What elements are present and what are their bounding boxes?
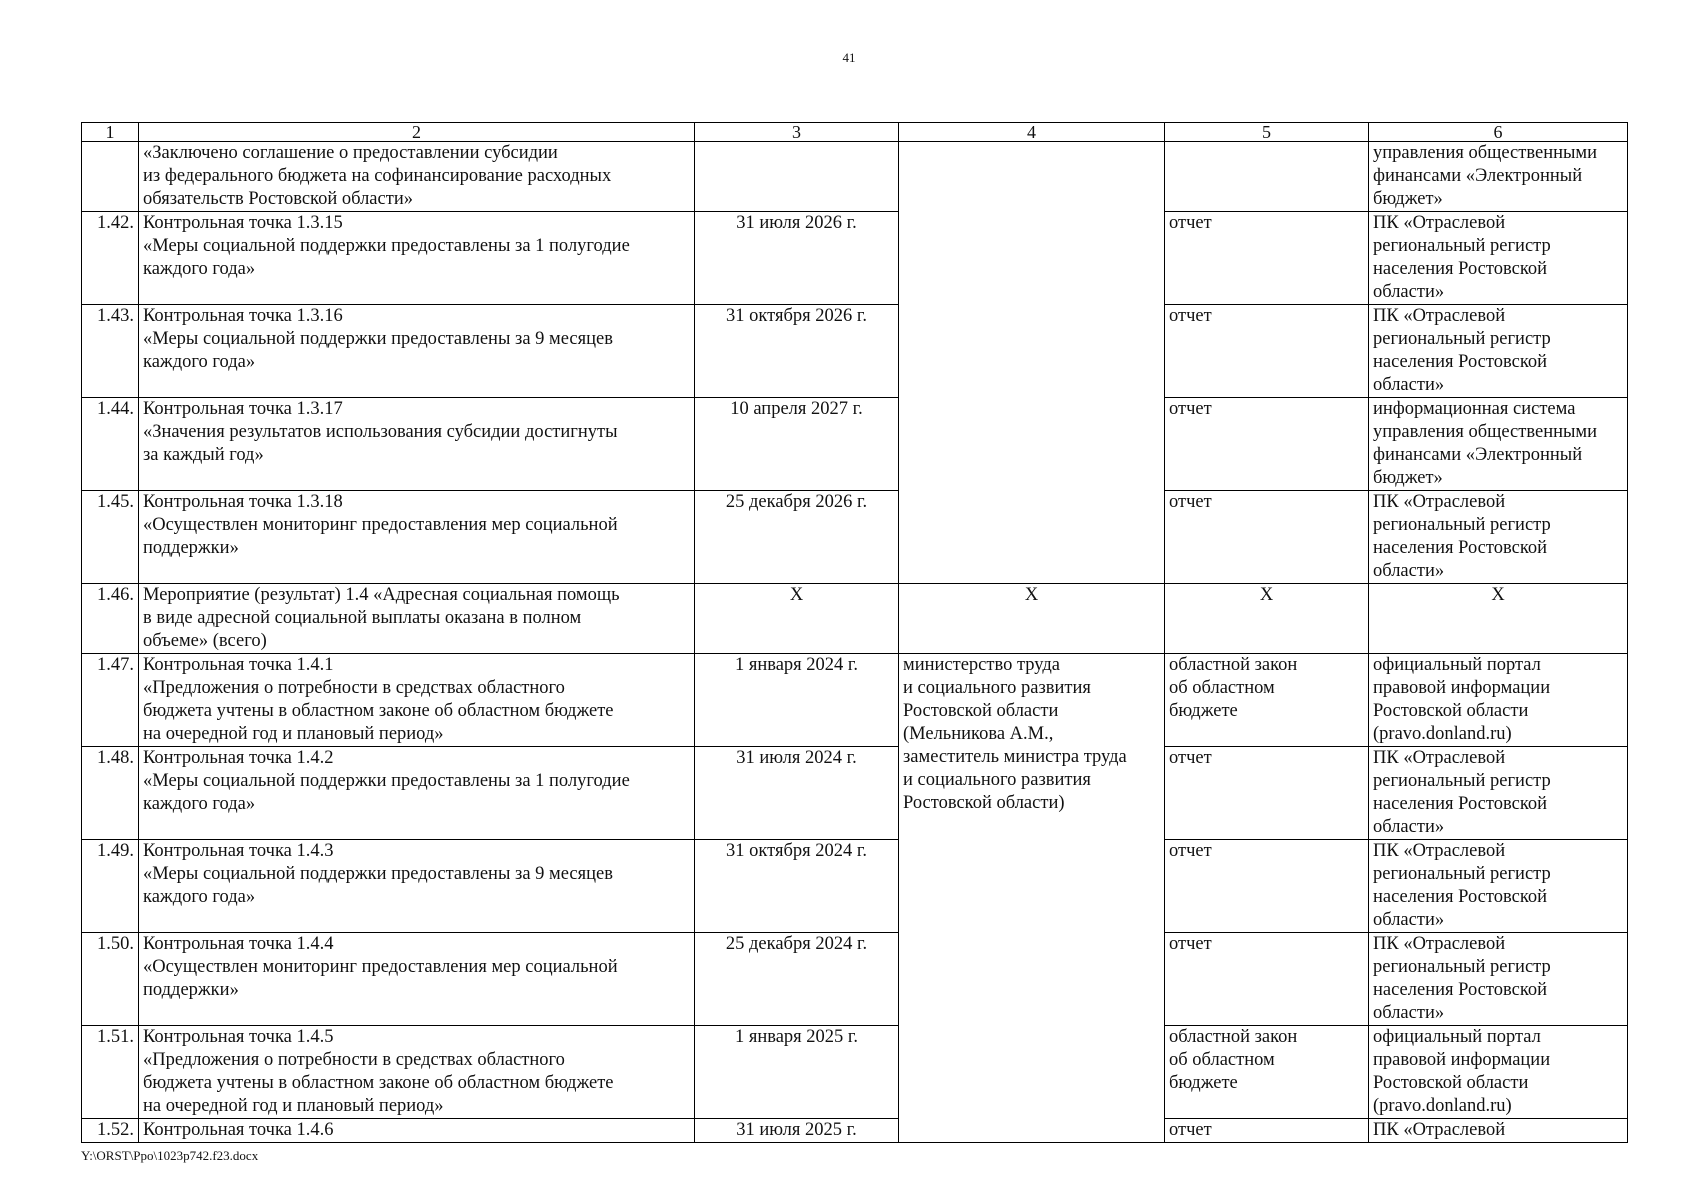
header-row <box>82 123 1628 142</box>
description-line: «Значения результатов использования субсидии достигнуты <box>143 422 618 442</box>
description-line: каждого года» <box>143 352 256 372</box>
row-document <box>1165 212 1369 305</box>
description-line: на очередной год и плановый период» <box>143 1096 444 1116</box>
document-line: отчет <box>1169 841 1212 861</box>
description-line: каждого года» <box>143 259 256 279</box>
system-line: области» <box>1373 910 1445 930</box>
description-line: обязательств Ростовской области» <box>143 189 413 209</box>
table-row <box>82 142 1628 212</box>
system-line: региональный регистр <box>1373 771 1551 791</box>
row-description <box>139 840 695 933</box>
row-description <box>139 1119 695 1143</box>
system-line: региональный регистр <box>1373 329 1551 349</box>
table-row <box>82 747 1628 840</box>
row-date: 31 июля 2026 г. <box>695 212 899 305</box>
col-header-1: 1 <box>82 123 139 142</box>
row-system <box>1369 142 1628 212</box>
row-date: 31 июля 2025 г. <box>695 1119 899 1143</box>
row-document <box>1165 305 1369 398</box>
responsible-line: Ростовской области) <box>903 793 1065 813</box>
responsible-line: Ростовской области <box>903 701 1059 721</box>
system-line: бюджет» <box>1373 189 1443 209</box>
document-line: отчет <box>1169 934 1212 954</box>
row-number: 1.52. <box>82 1119 139 1143</box>
table-row <box>82 1026 1628 1119</box>
system-line: официальный портал <box>1373 1027 1541 1047</box>
row-date: 10 апреля 2027 г. <box>695 398 899 491</box>
description-line: на очередной год и плановый период» <box>143 724 444 744</box>
system-line: ПК «Отраслевой <box>1373 492 1506 512</box>
checkpoint-title: Контрольная точка 1.4.4 <box>143 934 334 954</box>
system-line: Ростовской области <box>1373 701 1529 721</box>
row-number: 1.48. <box>82 747 139 840</box>
row-description <box>139 398 695 491</box>
description-line: «Заключено соглашение о предоставлении субсидии <box>143 143 558 163</box>
system-line: населения Ростовской <box>1373 794 1548 814</box>
description-line: «Меры социальной поддержки предоставлены за 1 полугодие <box>143 771 630 791</box>
row-document <box>1165 491 1369 584</box>
table-row <box>82 584 1628 654</box>
description-line: за каждый год» <box>143 445 264 465</box>
document-line: об областном <box>1169 1050 1275 1070</box>
table-row <box>82 212 1628 305</box>
system-line: ПК «Отраслевой <box>1373 748 1506 768</box>
row-number: 1.46. <box>82 584 139 654</box>
description-line: «Осуществлен мониторинг предоставления мер социальной <box>143 515 618 535</box>
system-line: ПК «Отраслевой <box>1373 1120 1506 1140</box>
row-system <box>1369 305 1628 398</box>
row-system <box>1369 212 1628 305</box>
row-description <box>139 212 695 305</box>
system-line: ПК «Отраслевой <box>1373 841 1506 861</box>
document-line: областной закон <box>1169 655 1298 675</box>
row-description <box>139 1026 695 1119</box>
system-line: (pravo.donland.ru) <box>1373 1096 1512 1116</box>
plan-table <box>81 122 1628 1143</box>
system-line: области» <box>1373 375 1445 395</box>
system-line: ПК «Отраслевой <box>1373 213 1506 233</box>
row-number <box>82 142 139 212</box>
system-line: населения Ростовской <box>1373 538 1548 558</box>
row-date: 1 января 2024 г. <box>695 654 899 747</box>
system-line: управления общественными <box>1373 143 1598 163</box>
x-mark: X <box>1369 584 1628 654</box>
system-line: населения Ростовской <box>1373 352 1548 372</box>
description-line: поддержки» <box>143 538 239 558</box>
system-line: управления общественными <box>1373 422 1598 442</box>
row-number: 1.44. <box>82 398 139 491</box>
row-date: 25 декабря 2024 г. <box>695 933 899 1026</box>
system-line: официальный портал <box>1373 655 1541 675</box>
system-line: ПК «Отраслевой <box>1373 934 1506 954</box>
col-header-2: 2 <box>139 123 695 142</box>
row-description <box>139 654 695 747</box>
row-date: 1 января 2025 г. <box>695 1026 899 1119</box>
system-line: правовой информации <box>1373 678 1551 698</box>
responsible-line: и социального развития <box>903 678 1091 698</box>
system-line: финансами «Электронный <box>1373 166 1583 186</box>
col-header-3: 3 <box>695 123 899 142</box>
description-line: бюджета учтены в областном законе об областном бюджете <box>143 701 614 721</box>
document-line: бюджете <box>1169 701 1238 721</box>
x-mark: X <box>1165 584 1369 654</box>
system-line: информационная система <box>1373 399 1576 419</box>
responsible-cell <box>899 654 1165 1143</box>
checkpoint-title: Контрольная точка 1.3.16 <box>143 306 343 326</box>
row-document <box>1165 142 1369 212</box>
row-description <box>139 584 695 654</box>
document-line: отчет <box>1169 492 1212 512</box>
table-row <box>82 398 1628 491</box>
system-line: (pravo.donland.ru) <box>1373 724 1512 744</box>
row-number: 1.47. <box>82 654 139 747</box>
description-line: объеме» (всего) <box>143 631 267 651</box>
checkpoint-title: Контрольная точка 1.3.18 <box>143 492 343 512</box>
system-line: финансами «Электронный <box>1373 445 1583 465</box>
row-document <box>1165 840 1369 933</box>
system-line: области» <box>1373 561 1445 581</box>
description-line: «Меры социальной поддержки предоставлены за 9 месяцев <box>143 864 613 884</box>
system-line: региональный регистр <box>1373 515 1551 535</box>
description-line: поддержки» <box>143 980 239 1000</box>
document-line: отчет <box>1169 748 1212 768</box>
row-document <box>1165 654 1369 747</box>
description-line: «Осуществлен мониторинг предоставления мер социальной <box>143 957 618 977</box>
description-line: каждого года» <box>143 794 256 814</box>
row-number: 1.51. <box>82 1026 139 1119</box>
row-system <box>1369 747 1628 840</box>
row-date: 25 декабря 2026 г. <box>695 491 899 584</box>
row-description <box>139 305 695 398</box>
system-line: правовой информации <box>1373 1050 1551 1070</box>
document-line: отчет <box>1169 399 1212 419</box>
document-line: отчет <box>1169 306 1212 326</box>
system-line: ПК «Отраслевой <box>1373 306 1506 326</box>
table-row <box>82 840 1628 933</box>
system-line: региональный регистр <box>1373 957 1551 977</box>
row-description <box>139 747 695 840</box>
row-number: 1.49. <box>82 840 139 933</box>
responsible-line: (Мельникова А.М., <box>903 724 1054 744</box>
x-mark: X <box>695 584 899 654</box>
checkpoint-title: Контрольная точка 1.4.1 <box>143 655 334 675</box>
description-line: каждого года» <box>143 887 256 907</box>
col-header-4: 4 <box>899 123 1165 142</box>
system-line: региональный регистр <box>1373 864 1551 884</box>
row-date <box>695 142 899 212</box>
row-system <box>1369 840 1628 933</box>
table-row <box>82 305 1628 398</box>
table-row <box>82 1119 1628 1143</box>
document-line: бюджете <box>1169 1073 1238 1093</box>
row-document <box>1165 1026 1369 1119</box>
checkpoint-title: Контрольная точка 1.3.17 <box>143 399 343 419</box>
row-date: 31 октября 2024 г. <box>695 840 899 933</box>
row-system <box>1369 933 1628 1026</box>
row-description <box>139 491 695 584</box>
checkpoint-title: Контрольная точка 1.4.5 <box>143 1027 334 1047</box>
document-line: отчет <box>1169 213 1212 233</box>
x-mark: X <box>899 584 1165 654</box>
row-document <box>1165 1119 1369 1143</box>
table-row <box>82 491 1628 584</box>
document-line: областной закон <box>1169 1027 1298 1047</box>
row-number: 1.43. <box>82 305 139 398</box>
checkpoint-title: Контрольная точка 1.3.15 <box>143 213 343 233</box>
row-description <box>139 142 695 212</box>
table-row <box>82 933 1628 1026</box>
document-line: отчет <box>1169 1120 1212 1140</box>
system-line: населения Ростовской <box>1373 980 1548 1000</box>
description-line: в виде адресной социальной выплаты оказана в полном <box>143 608 582 628</box>
file-path-footer: Y:\ORST\Ppo\1023p742.f23.docx <box>81 1148 259 1163</box>
row-number: 1.42. <box>82 212 139 305</box>
page-number: 41 <box>842 50 856 65</box>
description-line: «Предложения о потребности в средствах областного <box>143 678 565 698</box>
row-number: 1.45. <box>82 491 139 584</box>
row-number: 1.50. <box>82 933 139 1026</box>
description-line: Мероприятие (результат) 1.4 «Адресная социальная помощь <box>143 585 620 605</box>
description-line: «Меры социальной поддержки предоставлены за 1 полугодие <box>143 236 630 256</box>
system-line: области» <box>1373 1003 1445 1023</box>
description-line: бюджета учтены в областном законе об областном бюджете <box>143 1073 614 1093</box>
description-line: «Меры социальной поддержки предоставлены за 9 месяцев <box>143 329 613 349</box>
checkpoint-title: Контрольная точка 1.4.2 <box>143 748 334 768</box>
responsible-line: министерство труда <box>903 655 1060 675</box>
system-line: населения Ростовской <box>1373 259 1548 279</box>
col-header-6: 6 <box>1369 123 1628 142</box>
row-document <box>1165 747 1369 840</box>
row-system <box>1369 1026 1628 1119</box>
row-date: 31 июля 2024 г. <box>695 747 899 840</box>
document-line: об областном <box>1169 678 1275 698</box>
system-line: региональный регистр <box>1373 236 1551 256</box>
row-date: 31 октября 2026 г. <box>695 305 899 398</box>
system-line: Ростовской области <box>1373 1073 1529 1093</box>
row-document <box>1165 933 1369 1026</box>
system-line: области» <box>1373 817 1445 837</box>
description-line: «Предложения о потребности в средствах областного <box>143 1050 565 1070</box>
checkpoint-title: Контрольная точка 1.4.6 <box>143 1120 334 1140</box>
row-system <box>1369 491 1628 584</box>
row-description <box>139 933 695 1026</box>
system-line: населения Ростовской <box>1373 887 1548 907</box>
responsible-line: и социального развития <box>903 770 1091 790</box>
description-line: из федерального бюджета на софинансирование расходных <box>143 166 612 186</box>
responsible-line: заместитель министра труда <box>903 747 1127 767</box>
row-system <box>1369 654 1628 747</box>
table-row <box>82 654 1628 747</box>
responsible-cell-empty <box>899 142 1165 584</box>
row-system <box>1369 1119 1628 1143</box>
system-line: области» <box>1373 282 1445 302</box>
col-header-5: 5 <box>1165 123 1369 142</box>
checkpoint-title: Контрольная точка 1.4.3 <box>143 841 334 861</box>
row-system <box>1369 398 1628 491</box>
system-line: бюджет» <box>1373 468 1443 488</box>
row-document <box>1165 398 1369 491</box>
